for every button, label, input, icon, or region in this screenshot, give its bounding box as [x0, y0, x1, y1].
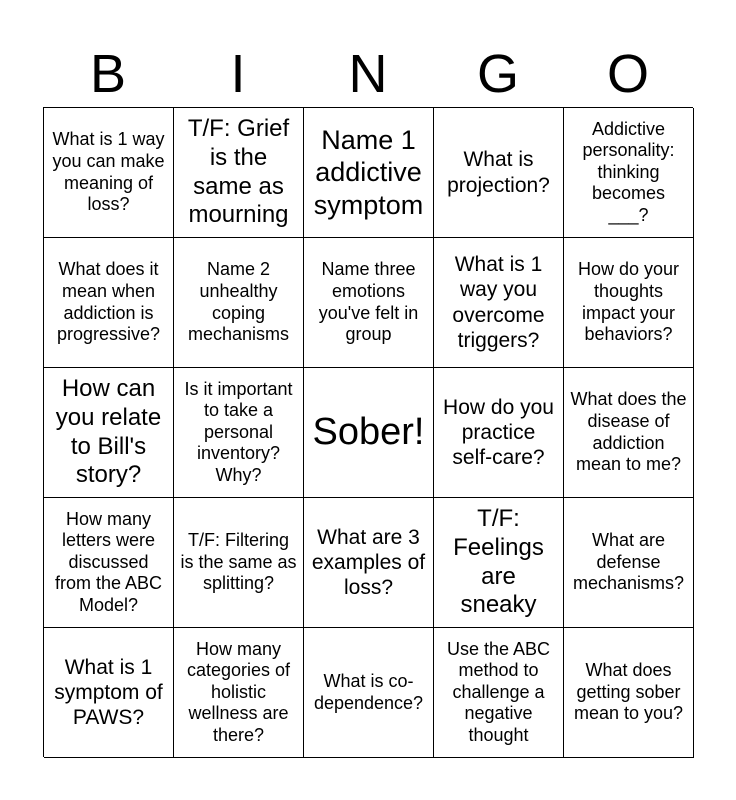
bingo-cell: [564, 108, 694, 238]
cell-text: What is 1 way you can make meaning of loss?: [52, 129, 165, 215]
bingo-header: [43, 42, 693, 106]
cell-text: What does it mean when addiction is progressive?: [56, 259, 161, 345]
header-letter-b: B: [89, 44, 127, 104]
free-space-cell: [304, 368, 434, 498]
cell-text: How do you practice self-care?: [443, 395, 554, 470]
bingo-cell: [174, 368, 304, 498]
bingo-cell: [44, 368, 174, 498]
cell-text: What is 1 way you overcome triggers?: [452, 253, 545, 352]
cell-text: Name 1 addictive symptom: [313, 124, 424, 220]
bingo-cell: [174, 498, 304, 628]
cell-text: What does the disease of addiction mean to me?: [570, 389, 687, 475]
bingo-cell: [304, 498, 434, 628]
cell-text: T/F: Feelings are sneaky: [453, 504, 544, 619]
bingo-cell: [44, 498, 174, 628]
cell-text: How many categories of holistic wellness are there?: [186, 638, 291, 745]
cell-text: Name three emotions you've felt in group: [318, 259, 419, 345]
cell-text: What is co-dependence?: [313, 670, 424, 713]
bingo-cell: [564, 628, 694, 758]
cell-text: Addictive personality: thinking becomes ___?: [582, 118, 675, 225]
bingo-cell: [434, 108, 564, 238]
cell-text: Name 2 unhealthy coping mechanisms: [187, 259, 290, 345]
bingo-cell: [44, 628, 174, 758]
cell-text: How do your thoughts impact your behaviors?: [577, 259, 680, 345]
bingo-cell: [174, 628, 304, 758]
cell-text: How can you relate to Bill's story?: [55, 374, 162, 489]
free-space-text: Sober!: [312, 410, 425, 453]
bingo-cell: [564, 368, 694, 498]
bingo-cell: [564, 238, 694, 368]
cell-text: What are defense mechanisms?: [572, 530, 685, 594]
bingo-cell: [564, 498, 694, 628]
header-letter-n: N: [348, 44, 388, 104]
bingo-cell: [174, 238, 304, 368]
cell-text: What is 1 symptom of PAWS?: [54, 655, 163, 730]
bingo-cell: [304, 628, 434, 758]
cell-text: What is projection?: [447, 148, 550, 197]
bingo-cell: [434, 238, 564, 368]
bingo-cell: [434, 368, 564, 498]
bingo-cell: [44, 238, 174, 368]
header-letter-o: O: [606, 44, 649, 104]
bingo-cell: [304, 108, 434, 238]
cell-text: How many letters were discussed from the ABC Model?: [54, 508, 163, 615]
header-letter-g: G: [476, 44, 519, 104]
cell-text: Use the ABC method to challenge a negative thought: [446, 638, 551, 745]
cell-text: What are 3 examples of loss?: [311, 525, 426, 600]
bingo-board: [43, 107, 693, 757]
cell-text: What does getting sober mean to you?: [573, 660, 684, 724]
cell-text: T/F: Filtering is the same as splitting?: [180, 530, 297, 594]
bingo-cell: [304, 238, 434, 368]
bingo-cell: [44, 108, 174, 238]
header-letter-i: I: [230, 44, 246, 104]
cell-text: Is it important to take a personal inventory? Why?: [184, 378, 293, 485]
bingo-cell: [434, 498, 564, 628]
cell-text: T/F: Grief is the same as mourning: [187, 114, 290, 229]
bingo-cell: [434, 628, 564, 758]
bingo-cell: [174, 108, 304, 238]
